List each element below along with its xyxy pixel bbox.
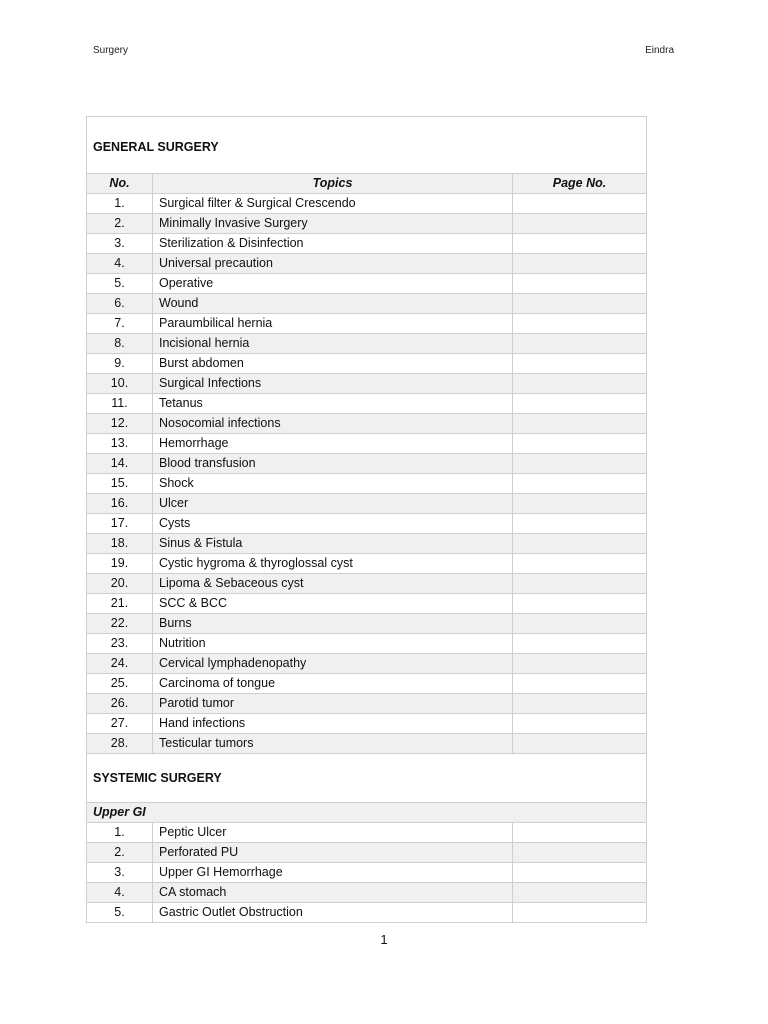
header-left-title: Surgery [93,45,129,56]
table-row [87,294,647,314]
row-topic: Cervical lymphadenopathy [153,654,513,674]
table-row [87,454,647,474]
row-page-no [513,474,647,494]
row-page-no [513,454,647,474]
row-number: 20. [87,574,153,594]
row-topic: Parotid tumor [153,694,513,714]
row-page-no [513,843,647,863]
row-page-no [513,394,647,414]
table-row [87,274,647,294]
row-number: 28. [87,734,153,754]
table-row [87,494,647,514]
row-topic: Burst abdomen [153,354,513,374]
row-number: 27. [87,714,153,734]
table-row [87,734,647,754]
row-page-no [513,614,647,634]
table-row [87,714,647,734]
row-topic: Ulcer [153,494,513,514]
table-row [87,394,647,414]
section-title-general: GENERAL SURGERY [87,117,647,174]
row-number: 9. [87,354,153,374]
row-page-no [513,234,647,254]
row-topic: Lipoma & Sebaceous cyst [153,574,513,594]
table-row [87,354,647,374]
table-row [87,554,647,574]
row-topic: Nutrition [153,634,513,654]
row-page-no [513,594,647,614]
row-page-no [513,214,647,234]
table-row [87,194,647,214]
toc-body [87,117,647,923]
row-number: 3. [87,234,153,254]
table-row [87,674,647,694]
subsection-row [87,803,647,823]
table-row [87,574,647,594]
table-row [87,634,647,654]
column-header-no: No. [87,174,153,194]
row-page-no [513,823,647,843]
row-topic: Burns [153,614,513,634]
table-row [87,514,647,534]
row-topic: Cysts [153,514,513,534]
row-page-no [513,354,647,374]
row-topic: Operative [153,274,513,294]
column-header-page: Page No. [513,174,647,194]
row-topic: Hemorrhage [153,434,513,454]
row-number: 16. [87,494,153,514]
column-header-row [87,174,647,194]
row-number: 15. [87,474,153,494]
row-page-no [513,574,647,594]
table-row [87,374,647,394]
row-page-no [513,254,647,274]
row-number: 4. [87,883,153,903]
row-page-no [513,734,647,754]
row-number: 19. [87,554,153,574]
table-row [87,594,647,614]
row-topic: Shock [153,474,513,494]
table-row [87,474,647,494]
table-row [87,614,647,634]
row-topic: Surgical Infections [153,374,513,394]
subsection-title: Upper GI [87,803,647,823]
row-topic: Carcinoma of tongue [153,674,513,694]
row-number: 24. [87,654,153,674]
row-page-no [513,514,647,534]
row-topic: Hand infections [153,714,513,734]
table-row [87,534,647,554]
row-page-no [513,334,647,354]
row-number: 5. [87,274,153,294]
row-topic: Wound [153,294,513,314]
row-page-no [513,194,647,214]
row-number: 18. [87,534,153,554]
table-row [87,334,647,354]
row-topic: Sinus & Fistula [153,534,513,554]
row-number: 1. [87,194,153,214]
table-row [87,654,647,674]
page-number: 1 [380,932,388,947]
table-row [87,694,647,714]
table-row [87,434,647,454]
row-page-no [513,714,647,734]
header-right-author: Eindra [645,45,674,56]
row-topic: Cystic hygroma & thyroglossal cyst [153,554,513,574]
table-row [87,314,647,334]
row-topic: SCC & BCC [153,594,513,614]
row-page-no [513,534,647,554]
section-heading-row [87,754,647,803]
row-topic: Sterilization & Disinfection [153,234,513,254]
row-number: 5. [87,903,153,923]
row-page-no [513,863,647,883]
section-heading-row [87,117,647,174]
table-row [87,823,647,843]
row-topic: Paraumbilical hernia [153,314,513,334]
row-number: 2. [87,214,153,234]
row-topic: Perforated PU [153,843,513,863]
row-topic: Surgical filter & Surgical Crescendo [153,194,513,214]
row-page-no [513,634,647,654]
row-number: 22. [87,614,153,634]
row-number: 10. [87,374,153,394]
row-topic: Blood transfusion [153,454,513,474]
row-page-no [513,694,647,714]
row-number: 11. [87,394,153,414]
section-title-systemic: SYSTEMIC SURGERY [87,754,647,803]
row-page-no [513,674,647,694]
row-number: 17. [87,514,153,534]
row-page-no [513,294,647,314]
row-topic: Testicular tumors [153,734,513,754]
row-page-no [513,554,647,574]
row-number: 2. [87,843,153,863]
row-number: 8. [87,334,153,354]
row-page-no [513,494,647,514]
table-row [87,214,647,234]
row-number: 12. [87,414,153,434]
row-number: 3. [87,863,153,883]
row-topic: Universal precaution [153,254,513,274]
row-page-no [513,274,647,294]
row-number: 13. [87,434,153,454]
row-page-no [513,903,647,923]
row-topic: Upper GI Hemorrhage [153,863,513,883]
row-topic: Incisional hernia [153,334,513,354]
row-topic: Nosocomial infections [153,414,513,434]
row-topic: Minimally Invasive Surgery [153,214,513,234]
row-page-no [513,314,647,334]
row-page-no [513,434,647,454]
row-page-no [513,654,647,674]
table-row [87,883,647,903]
row-number: 1. [87,823,153,843]
row-number: 6. [87,294,153,314]
table-row [87,254,647,274]
row-number: 14. [87,454,153,474]
toc-table [86,116,647,923]
table-row [87,863,647,883]
table-row [87,414,647,434]
row-number: 25. [87,674,153,694]
row-number: 26. [87,694,153,714]
row-topic: CA stomach [153,883,513,903]
row-page-no [513,883,647,903]
row-number: 23. [87,634,153,654]
row-number: 7. [87,314,153,334]
table-row [87,234,647,254]
row-number: 21. [87,594,153,614]
row-topic: Peptic Ulcer [153,823,513,843]
row-topic: Tetanus [153,394,513,414]
row-page-no [513,414,647,434]
table-row [87,903,647,923]
row-number: 4. [87,254,153,274]
row-topic: Gastric Outlet Obstruction [153,903,513,923]
row-page-no [513,374,647,394]
table-row [87,843,647,863]
column-header-topics: Topics [153,174,513,194]
